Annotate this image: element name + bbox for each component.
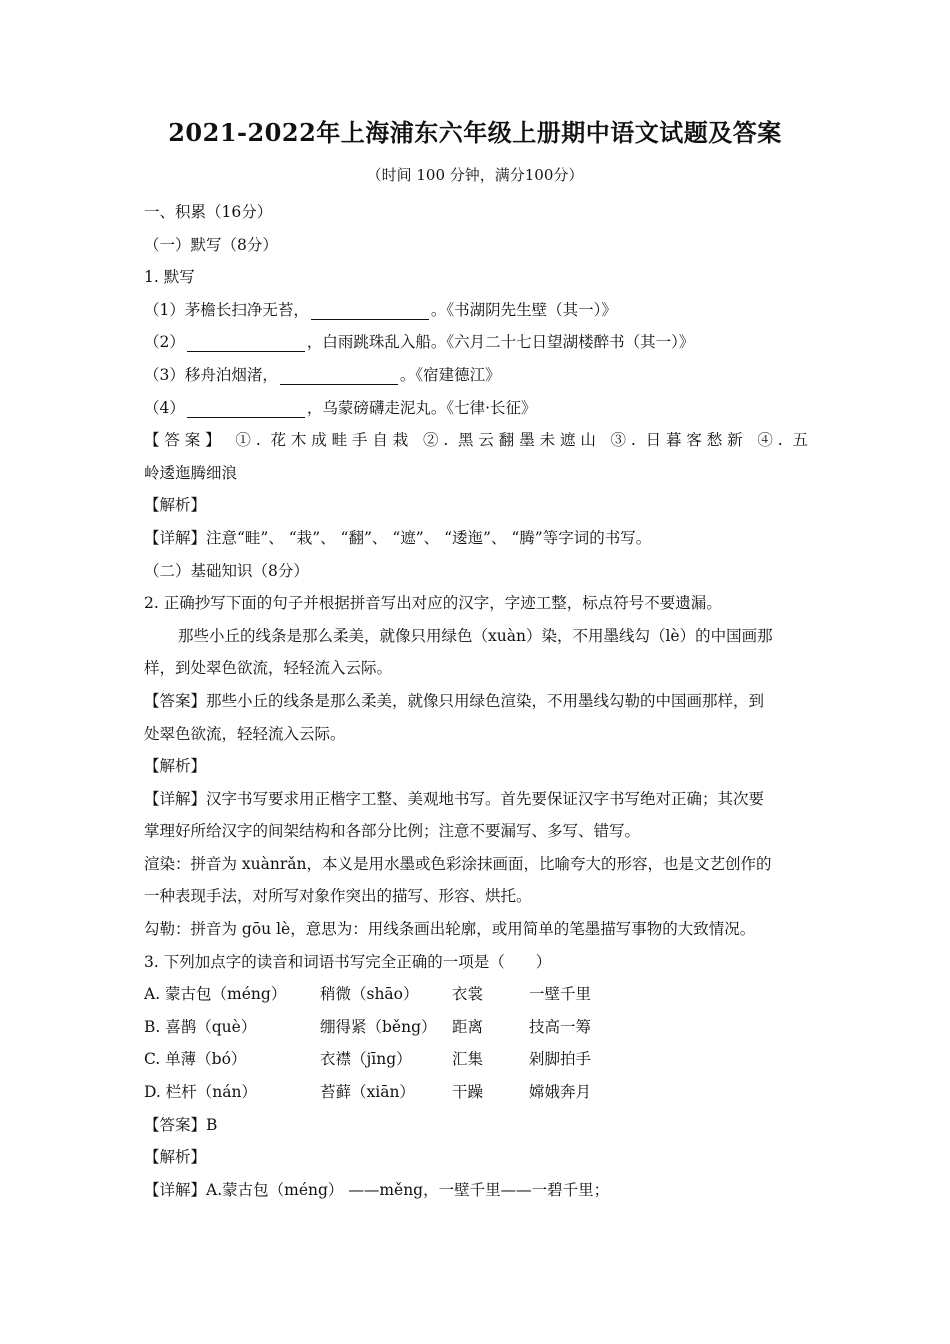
answer-item: ②. 黑云翻墨未遮山 xyxy=(422,431,601,450)
fill-item-suffix: ，乌蒙磅礴走泥丸。《七律·长征》 xyxy=(306,398,537,417)
fill-item-suffix: ，白雨跳珠乱入船。《六月二十七日望湖楼醉书（其一）》 xyxy=(306,333,695,352)
choice-option xyxy=(144,978,808,1011)
answer-line xyxy=(144,424,808,457)
detail-text: 【详解】A.蒙古包（méng） ——měng，一壁千里——一碧千里； xyxy=(144,1180,610,1199)
option-cell: 距离 xyxy=(452,1017,484,1036)
fill-item-suffix: 。《宿建德江》 xyxy=(399,365,501,384)
answer-text: 处翠色欲流，轻轻流入云际。 xyxy=(144,724,346,743)
fill-item-prefix: （3）移舟泊烟渚， xyxy=(144,365,278,384)
option-cell: 嫦娥奔月 xyxy=(529,1083,592,1102)
option-cell: 干躁 xyxy=(452,1083,484,1102)
question-stem: 2. 正确抄写下面的句子并根据拼音写出对应的汉字，字迹工整，标点符号不要遗漏。 xyxy=(144,594,722,613)
answer-text: 【答案】B xyxy=(144,1115,218,1134)
fill-item-suffix: 。《书湖阴先生壁（其一）》 xyxy=(430,300,617,319)
option-cell: 稍微（shāo） xyxy=(320,985,419,1004)
explanation-text: 渲染：拼音为 xuànrǎn，本义是用水墨或色彩涂抹画面，比喻夸大的形容，也是文艺创作的 xyxy=(144,854,772,873)
document-title: 2021-2022年上海浦东六年级上册期中语文试题及答案 xyxy=(168,118,782,147)
answer-text: 【答案】那些小丘的线条是那么柔美，就像只用绿色渲染，不用墨线勾勒的中国画那样，到 xyxy=(144,691,765,710)
answer-item: ①. 花木成畦手自栽 xyxy=(235,431,414,450)
part-heading: （二）基础知识（8分） xyxy=(144,561,309,580)
question-stem: 1. 默写 xyxy=(144,268,195,287)
option-cell: D. 栏杆（nán） xyxy=(144,1083,257,1102)
exam-info: （时间 100 分钟，满分100分） xyxy=(366,166,584,184)
option-cell: 衣襟（jīng） xyxy=(320,1050,412,1069)
option-cell: C. 单薄（bó） xyxy=(144,1050,247,1069)
option-cell: 剁脚拍手 xyxy=(529,1050,592,1069)
option-cell: 绷得紧（běng） xyxy=(320,1017,437,1036)
explanation-text: 一种表现手法，对所写对象作突出的描写、形容、烘托。 xyxy=(144,887,532,906)
fill-item-prefix: （1）茅檐长扫净无苔， xyxy=(144,300,309,319)
fill-item-prefix: （4） xyxy=(144,398,185,417)
option-cell: 一壁千里 xyxy=(529,985,592,1004)
answer-label: 【答案】 xyxy=(144,431,226,450)
choice-option xyxy=(144,1011,808,1044)
answer-continuation: 岭逶迤腾细浪 xyxy=(144,463,238,482)
option-cell: 技高一筹 xyxy=(529,1017,592,1036)
fill-blank xyxy=(311,302,429,320)
part-heading: （一）默写（8分） xyxy=(144,235,278,254)
option-cell: A. 蒙古包（méng） xyxy=(144,985,287,1004)
analysis-label: 【解析】 xyxy=(144,757,207,776)
fill-item xyxy=(144,359,808,392)
fill-blank xyxy=(187,400,305,418)
passage-text: 那些小丘的线条是那么柔美，就像只用绿色（xuàn）染，不用墨线勾（lè）的中国画那 xyxy=(178,626,773,645)
option-cell: B. 喜鹊（què） xyxy=(144,1017,257,1036)
analysis-label: 【解析】 xyxy=(144,496,207,515)
fill-item xyxy=(144,326,808,359)
fill-blank xyxy=(187,334,305,352)
fill-item-prefix: （2） xyxy=(144,333,185,352)
answer-item: ③. 日暮客愁新 xyxy=(610,431,748,450)
explanation-text: 勾勒：拼音为 gōu lè，意思为：用线条画出轮廓，或用简单的笔墨描写事物的大致情况。 xyxy=(144,920,756,939)
choice-option xyxy=(144,1076,808,1109)
answer-item: ④. 五 xyxy=(757,431,808,450)
option-cell: 汇集 xyxy=(452,1050,484,1069)
fill-item xyxy=(144,294,808,327)
detail-text: 【详解】注意“畦”、 “栽”、 “翻”、 “遮”、 “逶迤”、 “腾”等字词的书写。 xyxy=(144,528,652,547)
section-heading: 一、积累（16分） xyxy=(144,203,273,221)
passage-text: 样，到处翠色欲流，轻轻流入云际。 xyxy=(144,659,393,678)
detail-text: 掌理好所给汉字的间架结构和各部分比例；注意不要漏写、多写、错写。 xyxy=(144,822,641,841)
option-cell: 衣裳 xyxy=(452,985,484,1004)
fill-blank xyxy=(280,367,398,385)
analysis-label: 【解析】 xyxy=(144,1148,207,1167)
question-stem: 3. 下列加点字的读音和词语书写完全正确的一项是（ ） xyxy=(144,952,552,971)
option-cell: 苔藓（xiān） xyxy=(320,1083,415,1102)
detail-text: 【详解】汉字书写要求用正楷字工整、美观地书写。首先要保证汉字书写绝对正确；其次要 xyxy=(144,789,765,808)
choice-option xyxy=(144,1043,808,1076)
fill-item xyxy=(144,392,808,425)
document-body xyxy=(144,196,808,1206)
